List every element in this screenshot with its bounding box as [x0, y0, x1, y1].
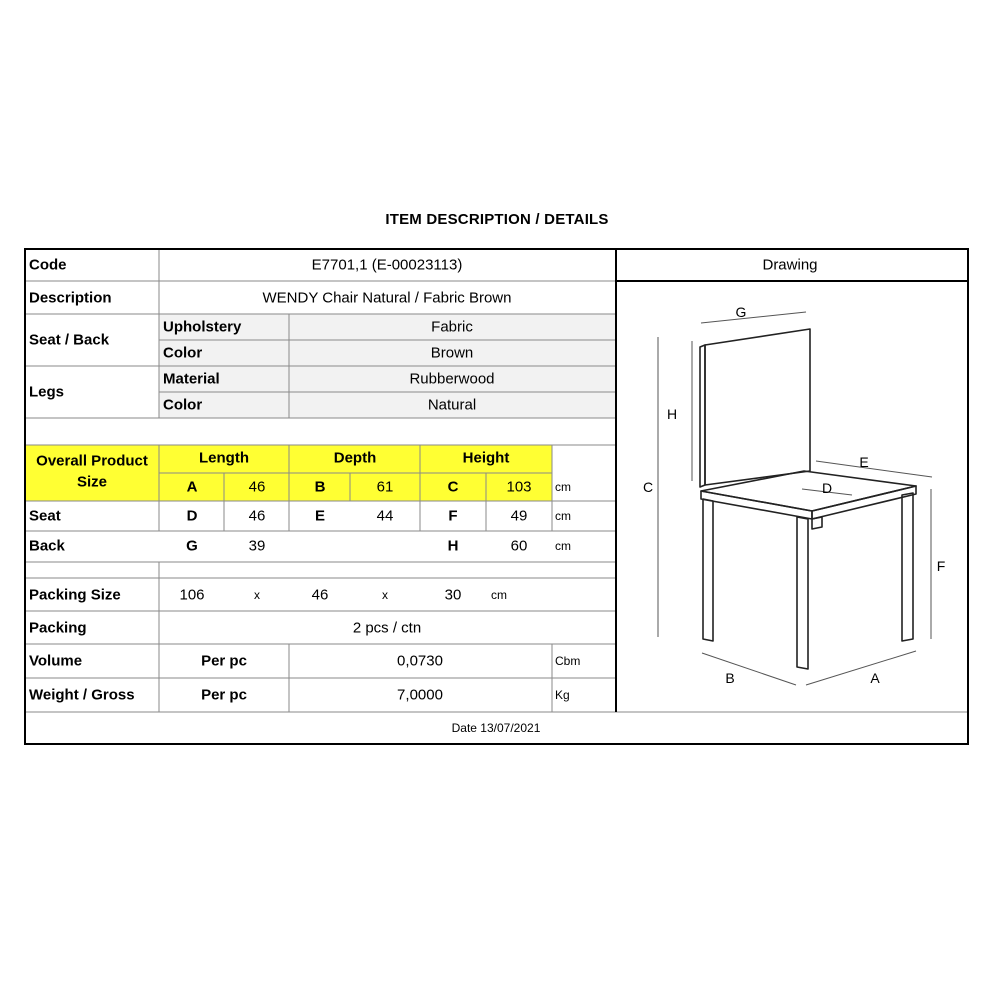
dim-d-value: 46	[248, 507, 266, 525]
dim-b-value: 61	[376, 478, 394, 496]
drawing-letter-b: B	[725, 670, 735, 686]
dim-a-value: 46	[248, 478, 266, 496]
drawing-letter-d: D	[821, 480, 833, 496]
dim-h-letter: H	[447, 537, 459, 555]
weight-label: Weight / Gross	[29, 686, 135, 704]
packing-x1: x	[254, 588, 260, 602]
dim-f-value: 49	[510, 507, 528, 525]
drawing-letter-g: G	[735, 304, 747, 320]
drawing-label: Drawing	[762, 256, 818, 274]
volume-label: Volume	[29, 652, 83, 670]
material-label: Material	[163, 370, 220, 388]
volume-unit: Cbm	[555, 654, 581, 668]
back-label: Back	[29, 537, 65, 555]
drawing-letter-f: F	[936, 558, 946, 574]
packing-value: 2 pcs / ctn	[352, 619, 422, 637]
packing-size-label: Packing Size	[29, 586, 121, 604]
chair-drawing	[616, 281, 969, 712]
back-unit: cm	[555, 539, 571, 553]
spec-table	[24, 248, 969, 745]
legs-color-value: Natural	[427, 396, 477, 414]
code-value: E7701,1 (E-00023113)	[311, 256, 463, 274]
dim-c-letter: C	[447, 478, 459, 496]
drawing-letter-e: E	[859, 454, 869, 470]
packing-length: 106	[179, 586, 205, 604]
seat-color-label: Color	[163, 344, 203, 362]
dim-a-letter: A	[186, 478, 198, 496]
height-header: Height	[462, 449, 510, 467]
dim-c-value: 103	[506, 478, 532, 496]
packing-width: 46	[311, 586, 329, 604]
drawing-letter-h: H	[666, 406, 678, 422]
weight-per: Per pc	[201, 686, 247, 704]
description-label: Description	[29, 289, 112, 307]
dim-e-letter: E	[314, 507, 326, 525]
dim-e-value: 44	[376, 507, 394, 525]
overall-unit: cm	[555, 480, 571, 494]
material-value: Rubberwood	[409, 370, 495, 388]
dim-b-letter: B	[314, 478, 326, 496]
legs-label: Legs	[29, 383, 65, 401]
dim-f-letter: F	[448, 507, 458, 525]
seat-unit: cm	[555, 509, 571, 523]
dim-g-letter: G	[186, 537, 198, 555]
seat-back-label: Seat / Back	[29, 331, 110, 349]
packing-label: Packing	[29, 619, 87, 637]
volume-per: Per pc	[201, 652, 247, 670]
dim-g-value: 39	[248, 537, 266, 555]
seat-label: Seat	[29, 507, 61, 525]
upholstery-label: Upholstery	[163, 318, 242, 336]
code-label: Code	[29, 256, 67, 274]
drawing-letter-c: C	[642, 479, 654, 495]
packing-height: 30	[444, 586, 462, 604]
overall-label-line2: Size	[76, 473, 108, 491]
packing-size-unit: cm	[491, 588, 507, 602]
seat-color-value: Brown	[430, 344, 474, 362]
packing-x2: x	[382, 588, 388, 602]
date-stamp: Date 13/07/2021	[451, 721, 541, 735]
volume-value: 0,0730	[397, 652, 443, 670]
upholstery-value: Fabric	[431, 318, 473, 336]
weight-value: 7,0000	[397, 686, 443, 704]
length-header: Length	[199, 449, 249, 467]
overall-label-line1: Overall Product	[36, 452, 148, 470]
legs-color-label: Color	[163, 396, 203, 414]
dim-h-value: 60	[510, 537, 528, 555]
depth-header: Depth	[333, 449, 377, 467]
dim-d-letter: D	[186, 507, 198, 525]
chair-outline	[700, 329, 916, 669]
page-title: ITEM DESCRIPTION / DETAILS	[385, 211, 609, 228]
dimension-lines	[658, 312, 932, 685]
description-value: WENDY Chair Natural / Fabric Brown	[262, 289, 512, 307]
drawing-letter-a: A	[870, 670, 880, 686]
weight-unit: Kg	[555, 688, 570, 702]
